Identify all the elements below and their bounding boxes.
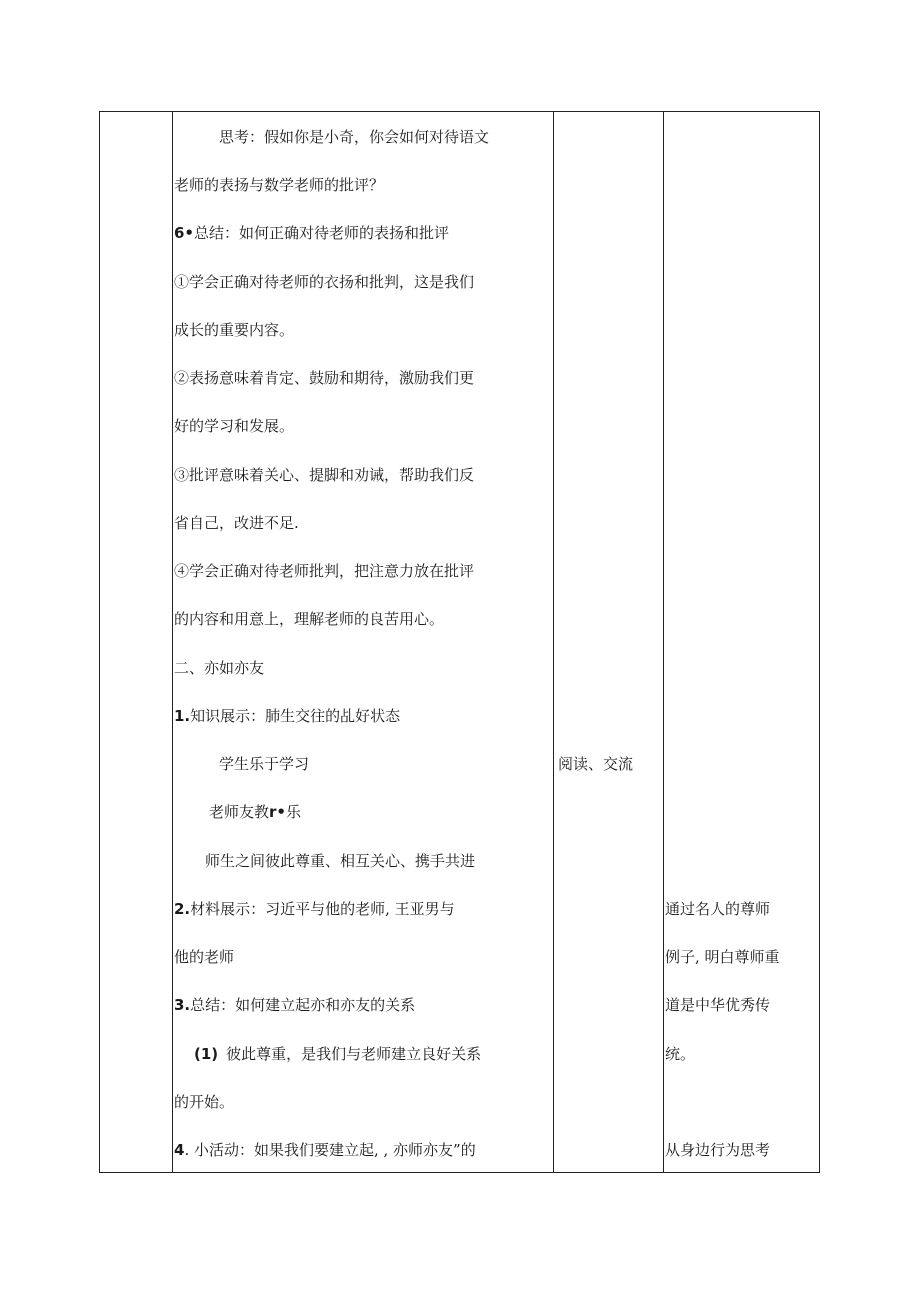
content-text: 知识展示：肺生交往的乩好状态: [190, 707, 401, 725]
content-text: 材料展示：习近平与他的老师, 王亚男与: [190, 900, 455, 918]
column-divider-2: [553, 111, 554, 1173]
item-number: 1.: [174, 707, 191, 725]
content-text: 乐: [286, 803, 302, 821]
content-line: ①学会正确对待老师的衣扬和批判，这是我们: [174, 273, 475, 291]
content-line: [174, 995, 415, 1015]
content-line: 思考：假如你是小奇，你会如何对待语文: [219, 128, 490, 146]
activity-text: 阅读、交流: [558, 755, 634, 773]
content-line: 他的老师: [174, 948, 235, 966]
item-number: 3.: [174, 996, 191, 1014]
item-number: 6•: [174, 224, 195, 242]
content-line: [209, 802, 301, 822]
item-number: (1): [194, 1045, 219, 1063]
content-text: 老师友教: [209, 803, 270, 821]
content-line: 老师的表扬与数学老师的批评？: [174, 176, 385, 194]
item-number: 2.: [174, 900, 191, 918]
intent-line: 例子, 明白尊师重: [665, 948, 780, 966]
content-text: 总结：如何正确对待老师的表扬和批评: [194, 224, 450, 242]
intent-line: 统。: [665, 1045, 696, 1063]
column-divider-3: [663, 111, 664, 1173]
content-line: ②表扬意味着肯定、鼓励和期待，激励我们更: [174, 369, 475, 387]
content-line: 省自己，改进不足.: [174, 514, 299, 532]
intent-line: 通过名人的尊师: [665, 900, 771, 918]
content-line: 好的学习和发展。: [174, 417, 295, 435]
content-line: 学生乐于学习: [219, 755, 310, 773]
content-text: 彼此尊重，是我们与老师建立良好关系: [226, 1045, 482, 1063]
content-line: 的内容和用意上，理解老师的良苦用心。: [174, 610, 445, 628]
content-line: [174, 1140, 476, 1160]
intent-line: 从身边行为思考: [665, 1141, 771, 1159]
section-heading: 二、亦如亦友: [174, 659, 265, 677]
intent-line: 道是中华优秀传: [665, 996, 771, 1014]
content-line: [174, 706, 400, 726]
content-line: 成长的重要内容。: [174, 321, 295, 339]
content-line: ④学会正确对待老师批判，把注意力放在批评: [174, 562, 475, 580]
content-text: . 小活动：如果我们要建立起, , 亦师亦友”的: [184, 1141, 476, 1159]
item-number: 4: [174, 1141, 185, 1159]
content-line: 师生之间彼此尊重、相互关心、携手共进: [205, 852, 476, 870]
content-line: ③批评意味着关心、提脚和劝诫，帮助我们反: [174, 466, 475, 484]
content-text: 总结：如何建立起亦和亦友的关系: [190, 996, 416, 1014]
content-line: [174, 223, 449, 243]
column-divider-1: [172, 111, 173, 1173]
content-line: [174, 899, 455, 919]
content-line: 的开始。: [174, 1093, 235, 1111]
content-line: [194, 1044, 481, 1064]
content-text: r•: [269, 803, 287, 821]
